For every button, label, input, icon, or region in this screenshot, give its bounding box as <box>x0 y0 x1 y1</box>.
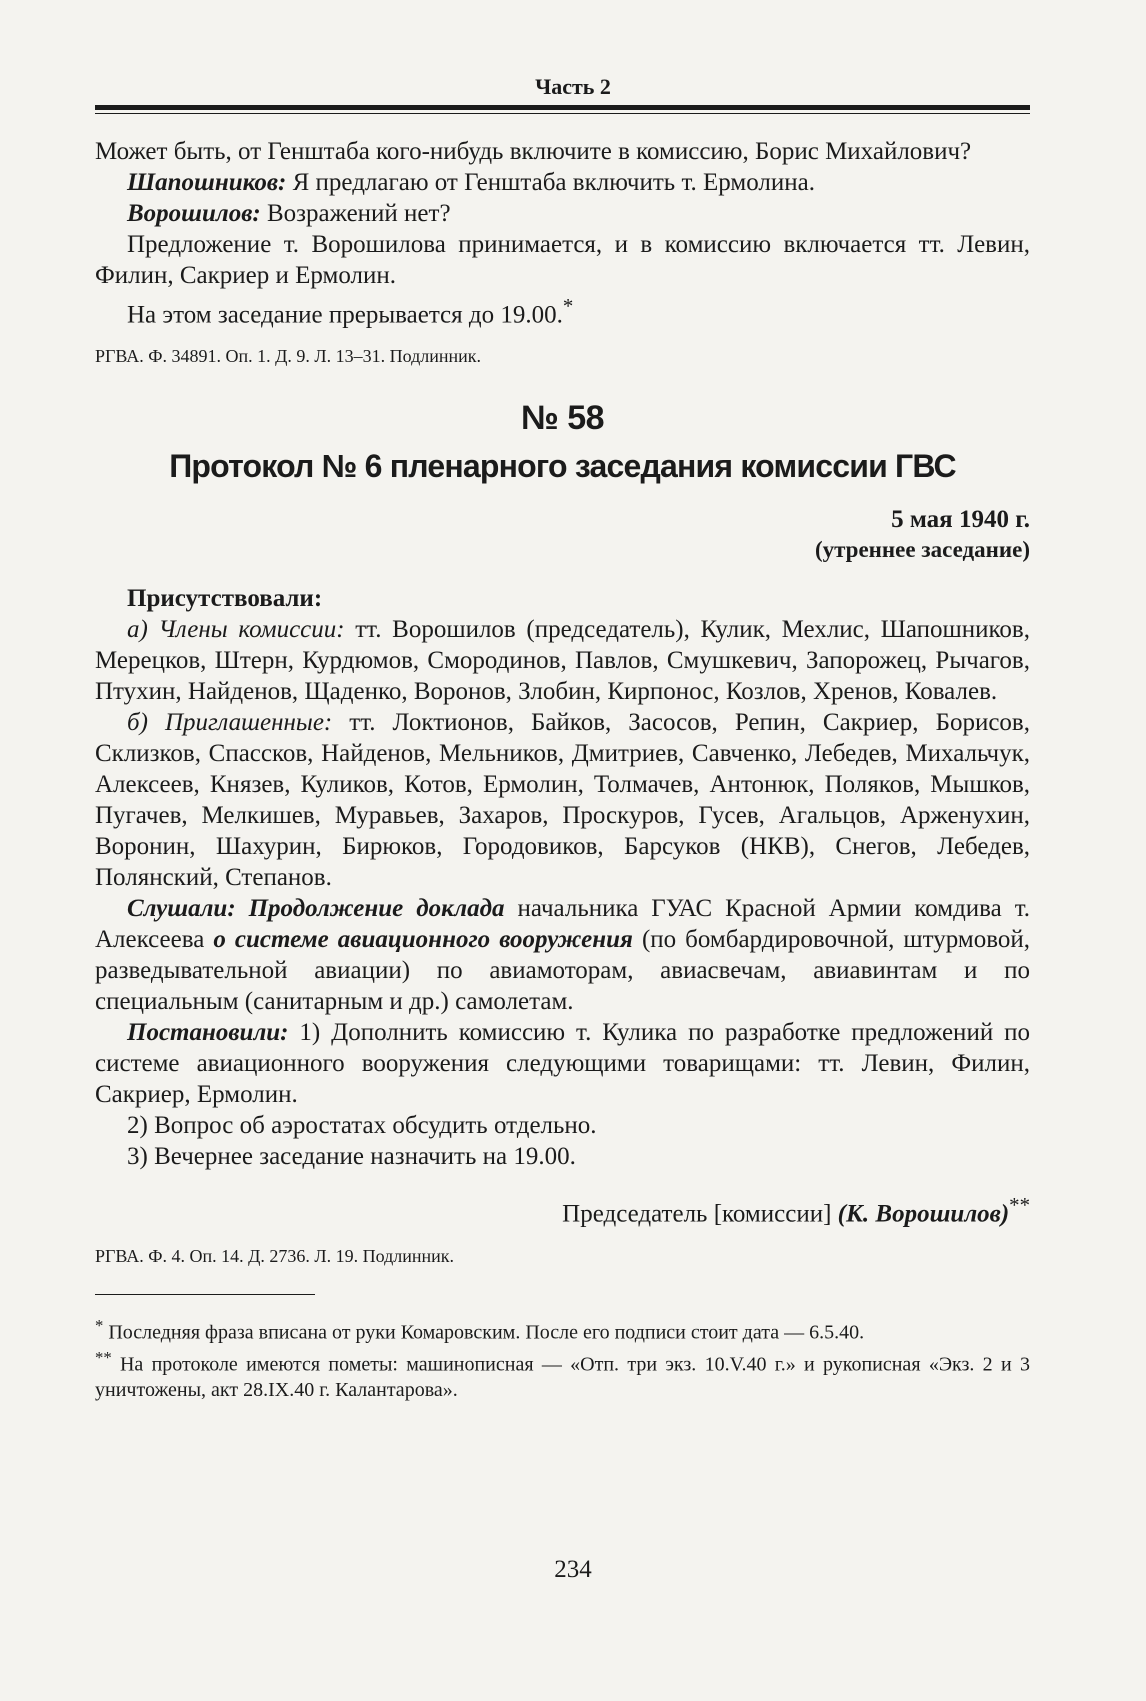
present-label: Присутствовали: <box>127 585 323 613</box>
members-list: тт. Ворошилов (председатель), Кулик, Мехлис, Шапошников, Мерецков, Штерн, Курдюмов, Смородинов, Павлов, Смушкевич, Запорожец, Рычагов, Птухин, Найденов, Щаденко, Воронов, Злобин, Кирпонос, Козлов, Хренов, Ковалев. <box>95 616 1030 706</box>
heard-text: начальника ГУАС Красной Армии комдива т. Алексеева <box>95 895 1030 954</box>
header-rule-thick <box>95 105 1030 110</box>
resolved-item-1: 1) Дополнить комиссию т. Кулика по разработке предложений по системе авиационного вооружения следующими товарищами: тт. Левин, Филин, Сакриер, Ермолин. <box>95 1019 1030 1109</box>
signature-role: Председатель [комиссии] <box>562 1200 838 1228</box>
prev-para-1: Может быть, от Генштаба кого-нибудь включите в комиссию, Борис Михайлович? <box>95 138 972 165</box>
speaker-label: Шапошников: <box>127 169 287 196</box>
footnote-ref: ** <box>1009 1193 1030 1218</box>
members-paragraph <box>95 614 1030 707</box>
prev-line-3 <box>95 198 1030 229</box>
prev-para-5 <box>95 291 1030 330</box>
header-rule-thin <box>95 113 1030 114</box>
document-date: 5 мая 1940 г. <box>891 506 1030 534</box>
heard-label: Слушали: <box>127 895 236 923</box>
members-label: а) Члены комиссии: <box>127 616 345 644</box>
footnote <box>95 1345 1030 1403</box>
invited-label: б) Приглашенные: <box>127 709 333 737</box>
footnote-ref: * <box>562 294 574 318</box>
heard-text-rest: (по бомбардировочной, штурмовой, разведывательной авиации) по авиамоторам, авиасвечам, авиавинтам и по специальным (санитарным и др.) самолетам. <box>95 926 1030 1016</box>
heard-topic: о системе авиационного вооружения <box>213 926 633 954</box>
footnote-text: На протоколе имеются пометы: машинописная — «Отп. три экз. 10.V.40 г.» и рукописная «Экз. 2 и 3 уничтожены, акт 28.IX.40 г. Калантарова». <box>95 1353 1030 1401</box>
footnote-mark: ** <box>95 1348 112 1368</box>
footnote-text: Последняя фраза вписана от руки Комаровским. После его подписи стоит дата — 6.5.40. <box>103 1321 865 1344</box>
invited-list: тт. Локтионов, Байков, Засосов, Репин, Сакриер, Борисов, Склизков, Спассков, Найденов, Мельников, Дмитриев, Савченко, Лебедев, Михальчук, Алексеев, Князев, Куликов, Котов, Ермолин, Толмачев, Антонюк, Поляков, Мышков, Пугачев, Мелкишев, Муравьев, Захаров, Проскуров, Гусев, Агальцов, Арженухин, Воронин, Шахурин, Бирюков, Городовиков, Барсуков (НКВ), Снегов, Лебедев, Полянский, Степанов. <box>95 709 1030 892</box>
speech-text: Возражений нет? <box>260 200 451 227</box>
resolved-label: Постановили: <box>127 1019 289 1047</box>
document-number: № 58 <box>520 399 605 438</box>
document-title: Протокол № 6 пленарного заседания комиссии ГВС <box>169 448 956 485</box>
signature-name: (К. Ворошилов) <box>837 1200 1010 1228</box>
prev-para-4: Предложение т. Ворошилова принимается, и в комиссию включается тт. Левин, Филин, Сакриер и Ермолин. <box>95 231 1030 289</box>
signature-line <box>95 1190 1030 1229</box>
footnote-mark: * <box>95 1315 104 1335</box>
heard-emphasis: Продолжение доклада <box>235 895 505 923</box>
session-note: (утреннее заседание) <box>814 537 1030 563</box>
speaker-label: Ворошилов: <box>127 200 261 227</box>
resolved-item-3: 3) Вечернее заседание назначить на 19.00. <box>127 1143 576 1171</box>
prev-line-2 <box>95 167 1030 198</box>
page-number: 234 <box>554 1556 592 1583</box>
resolved-paragraph <box>95 1017 1030 1110</box>
heard-paragraph <box>95 893 1030 1017</box>
adjournment-text: На этом заседание прерывается до 19.00. <box>127 301 563 329</box>
footnote-separator <box>95 1294 315 1295</box>
archive-source: РГВА. Ф. 4. Оп. 14. Д. 2736. Л. 19. Подлинник. <box>95 1245 455 1266</box>
running-header: Часть 2 <box>535 74 611 99</box>
speech-text: Я предлагаю от Генштаба включить т. Ермолина. <box>286 169 815 196</box>
archive-source: РГВА. Ф. 34891. Оп. 1. Д. 9. Л. 13–31. Подлинник. <box>95 346 482 367</box>
invited-paragraph <box>95 707 1030 893</box>
resolved-item-2: 2) Вопрос об аэростатах обсудить отдельно. <box>127 1112 597 1140</box>
footnote <box>95 1313 1030 1346</box>
page-content <box>95 136 1030 1403</box>
